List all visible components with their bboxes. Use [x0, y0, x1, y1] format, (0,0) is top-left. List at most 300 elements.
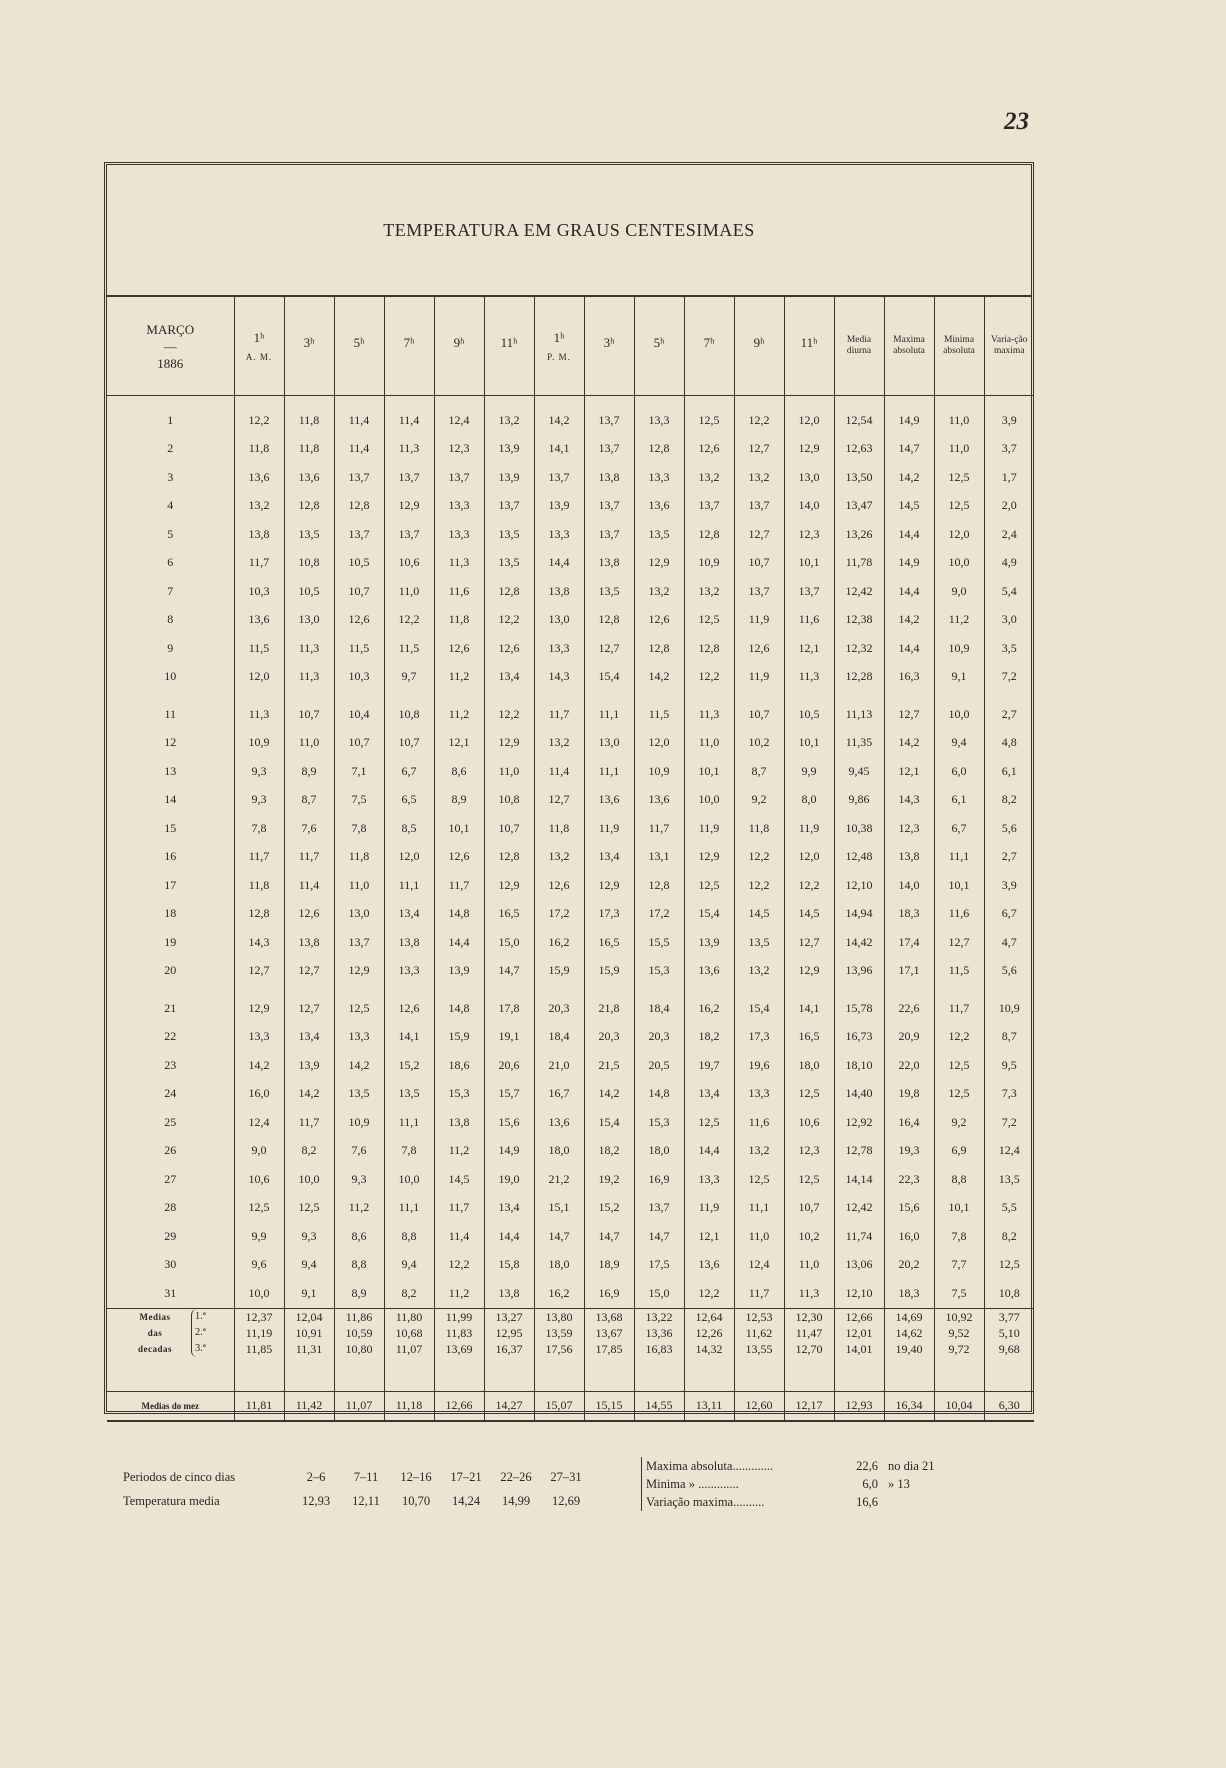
value-cell: 13,3 — [734, 1080, 784, 1109]
value-cell: 11,6 — [934, 900, 984, 929]
hour-label: 5ʰ — [653, 335, 665, 350]
decade-mean-value: 13,80 — [545, 1309, 573, 1324]
value-cell: 13,8 — [284, 928, 334, 957]
value-cell: 13,6 — [684, 957, 734, 986]
day-cell: 1 — [167, 412, 174, 427]
value-cell: 12,0 — [384, 843, 434, 872]
decade-means-cell — [484, 1308, 534, 1391]
day-cell: 17 — [164, 877, 177, 892]
value-cell: 13,3 — [384, 957, 434, 986]
value-cell: 11,4 — [534, 757, 584, 786]
decade-mean-value: 10,92 — [945, 1309, 973, 1324]
value-cell: 13,26 — [834, 520, 884, 549]
value-cell: 10,7 — [284, 691, 334, 729]
table-body — [107, 396, 1034, 1422]
value-cell: 8,9 — [334, 1279, 384, 1308]
value-cell: 11,7 — [284, 843, 334, 872]
decade-number: 1.ª — [195, 1310, 206, 1322]
table-frame — [104, 162, 1034, 1509]
value-cell: 12,0 — [934, 520, 984, 549]
value-cell: 14,4 — [434, 928, 484, 957]
value-cell: 12,5 — [784, 1165, 834, 1194]
summary-line — [646, 1493, 935, 1511]
period-temperature: 12,11 — [352, 1493, 380, 1508]
header-row — [107, 297, 1034, 396]
value-cell: 11,1 — [384, 1194, 434, 1223]
decade-mean-value: 17,85 — [595, 1341, 623, 1356]
value-cell: 15,3 — [634, 1108, 684, 1137]
value-cell: 15,3 — [634, 957, 684, 986]
value-cell: 19,0 — [484, 1165, 534, 1194]
value-cell: 9,7 — [384, 663, 434, 692]
table-row — [107, 577, 1034, 606]
table-row — [107, 814, 1034, 843]
value-cell: 12,92 — [834, 1108, 884, 1137]
value-cell: 13,3 — [234, 1023, 284, 1052]
summary-line — [646, 1475, 935, 1493]
value-cell: 12,9 — [784, 435, 834, 464]
period-temperature: 12,93 — [301, 1493, 331, 1508]
value-cell: 13,3 — [634, 463, 684, 492]
value-cell: 14,5 — [734, 900, 784, 929]
value-cell: 16,5 — [784, 1023, 834, 1052]
table-row — [107, 957, 1034, 986]
value-cell: 12,8 — [634, 435, 684, 464]
value-cell: 10,5 — [334, 549, 384, 578]
value-cell: 12,2 — [734, 843, 784, 872]
table-row — [107, 1165, 1034, 1194]
value-cell: 8,2 — [384, 1279, 434, 1308]
value-cell: 18,4 — [534, 1023, 584, 1052]
table-row — [107, 520, 1034, 549]
value-cell: 14,2 — [334, 1051, 384, 1080]
value-cell: 15,8 — [484, 1251, 534, 1280]
value-cell: 13,7 — [684, 492, 734, 521]
value-cell: 12,6 — [634, 606, 684, 635]
value-cell: 14,7 — [634, 1222, 684, 1251]
table-row — [107, 435, 1034, 464]
absolute-summary — [641, 1457, 935, 1511]
value-cell: 12,7 — [234, 957, 284, 986]
value-cell: 2,4 — [984, 520, 1034, 549]
decade-means-word: decadas — [137, 1343, 172, 1354]
decade-mean-value: 11,47 — [795, 1325, 823, 1340]
decade-mean-value: 13,67 — [595, 1325, 623, 1340]
day-cell: 30 — [164, 1257, 177, 1272]
value-cell: 6,7 — [934, 814, 984, 843]
value-cell: 11,5 — [934, 957, 984, 986]
value-cell: 10,3 — [234, 577, 284, 606]
value-cell: 11,35 — [834, 729, 884, 758]
decade-mean-value: 12,37 — [245, 1309, 273, 1324]
decade-mean-value: 11,85 — [245, 1341, 273, 1356]
value-cell: 15,9 — [534, 957, 584, 986]
value-cell: 10,6 — [234, 1165, 284, 1194]
value-cell: 11,9 — [584, 814, 634, 843]
decade-mean-value: 9,72 — [948, 1341, 970, 1356]
value-cell: 6,9 — [934, 1137, 984, 1166]
table-row — [107, 1108, 1034, 1137]
value-cell: 14,8 — [434, 900, 484, 929]
hour-label: 3ʰ — [603, 335, 615, 350]
value-cell: 11,8 — [734, 814, 784, 843]
value-cell: 7,7 — [934, 1251, 984, 1280]
value-cell: 18,10 — [834, 1051, 884, 1080]
value-cell: 13,0 — [784, 463, 834, 492]
value-cell: 12,48 — [834, 843, 884, 872]
value-cell: 18,6 — [434, 1051, 484, 1080]
day-cell: 31 — [164, 1285, 177, 1300]
day-cell: 19 — [164, 934, 177, 949]
value-cell: 13,2 — [734, 957, 784, 986]
value-cell: 13,5 — [734, 928, 784, 957]
value-cell: 11,9 — [684, 814, 734, 843]
value-cell: 6,1 — [934, 786, 984, 815]
value-cell: 6,7 — [984, 900, 1034, 929]
value-cell: 11,74 — [834, 1222, 884, 1251]
decade-mean-value: 19,40 — [895, 1341, 923, 1356]
value-cell: 11,1 — [584, 691, 634, 729]
value-cell: 13,47 — [834, 492, 884, 521]
decade-mean-value: 16,83 — [645, 1341, 673, 1356]
decade-means-cell — [384, 1308, 434, 1391]
value-cell: 10,9 — [984, 985, 1034, 1023]
value-cell: 7,8 — [234, 814, 284, 843]
value-cell: 18,9 — [584, 1251, 634, 1280]
value-cell: 12,4 — [984, 1137, 1034, 1166]
value-cell: 16,7 — [534, 1080, 584, 1109]
summary-value: 6,0 — [862, 1477, 878, 1491]
value-cell: 19,6 — [734, 1051, 784, 1080]
value-cell: 11,2 — [434, 1137, 484, 1166]
table-row — [107, 396, 1034, 435]
day-cell: 20 — [164, 963, 177, 978]
value-cell: 10,9 — [634, 757, 684, 786]
value-cell: 9,3 — [334, 1165, 384, 1194]
value-cell: 14,1 — [784, 985, 834, 1023]
month-mean-value: 10,04 — [934, 1391, 984, 1421]
value-cell: 11,3 — [284, 634, 334, 663]
period-value: 7–11 — [353, 1469, 379, 1484]
value-cell: 13,5 — [984, 1165, 1034, 1194]
table-row — [107, 900, 1034, 929]
value-cell: 11,8 — [234, 871, 284, 900]
period-temperature: 12,69 — [551, 1493, 581, 1508]
value-cell: 15,0 — [484, 928, 534, 957]
value-cell: 12,9 — [784, 957, 834, 986]
value-cell: 12,9 — [384, 492, 434, 521]
value-cell: 14,4 — [534, 549, 584, 578]
value-cell: 11,5 — [634, 691, 684, 729]
month-means-label: Medias do mez — [107, 1391, 234, 1421]
value-cell: 10,7 — [734, 691, 784, 729]
value-cell: 6,7 — [384, 757, 434, 786]
value-cell: 15,9 — [434, 1023, 484, 1052]
value-cell: 13,9 — [534, 492, 584, 521]
hour-label: 1ʰ — [253, 330, 265, 345]
value-cell: 12,5 — [934, 1080, 984, 1109]
value-cell: 12,28 — [834, 663, 884, 692]
value-cell: 13,0 — [584, 729, 634, 758]
value-cell: 13,50 — [834, 463, 884, 492]
day-cell: 13 — [164, 763, 177, 778]
value-cell: 16,2 — [534, 1279, 584, 1308]
value-cell: 13,3 — [334, 1023, 384, 1052]
decade-means-cell — [884, 1308, 934, 1391]
value-cell: 10,0 — [934, 691, 984, 729]
value-cell: 12,7 — [734, 435, 784, 464]
period-value: 17–21 — [450, 1469, 482, 1484]
value-cell: 19,3 — [884, 1137, 934, 1166]
value-cell: 13,7 — [334, 928, 384, 957]
decade-means-cell — [284, 1308, 334, 1391]
decade-mean-value: 9,52 — [948, 1325, 970, 1340]
value-cell: 14,42 — [834, 928, 884, 957]
value-cell: 9,0 — [934, 577, 984, 606]
value-cell: 14,5 — [434, 1165, 484, 1194]
decade-mean-value: 11,31 — [295, 1341, 323, 1356]
value-cell: 8,7 — [734, 757, 784, 786]
periods-row — [123, 1465, 591, 1489]
decade-means-label — [107, 1308, 234, 1391]
decade-mean-value: 10,59 — [345, 1325, 373, 1340]
value-cell: 10,1 — [934, 1194, 984, 1223]
value-cell: 11,4 — [384, 396, 434, 435]
value-cell: 10,7 — [334, 729, 384, 758]
value-cell: 13,7 — [334, 520, 384, 549]
value-cell: 13,7 — [434, 463, 484, 492]
decade-mean-value: 11,19 — [245, 1325, 273, 1340]
value-cell: 12,63 — [834, 435, 884, 464]
value-cell: 22,6 — [884, 985, 934, 1023]
value-cell: 12,2 — [934, 1023, 984, 1052]
decade-means-cell — [934, 1308, 984, 1391]
value-cell: 12,9 — [484, 871, 534, 900]
day-cell: 18 — [164, 906, 177, 921]
decade-mean-value: 12,53 — [745, 1309, 773, 1324]
value-cell: 14,9 — [884, 396, 934, 435]
day-cell: 10 — [164, 669, 177, 684]
value-cell: 8,2 — [984, 1222, 1034, 1251]
value-cell: 12,7 — [534, 786, 584, 815]
value-cell: 10,1 — [434, 814, 484, 843]
day-cell: 14 — [164, 792, 177, 807]
value-cell: 4,9 — [984, 549, 1034, 578]
hour-header — [584, 297, 634, 396]
value-cell: 7,8 — [384, 1137, 434, 1166]
value-cell: 10,1 — [934, 871, 984, 900]
value-cell: 14,5 — [884, 492, 934, 521]
value-cell: 11,8 — [284, 435, 334, 464]
decade-mean-value: 12,30 — [795, 1309, 823, 1324]
periods-label: Periodos de cinco dias — [123, 1469, 236, 1484]
value-cell: 10,9 — [334, 1108, 384, 1137]
value-cell: 11,7 — [434, 1194, 484, 1223]
value-cell: 5,6 — [984, 814, 1034, 843]
value-cell: 12,8 — [334, 492, 384, 521]
value-cell: 13,3 — [634, 396, 684, 435]
value-cell: 12,7 — [784, 928, 834, 957]
value-cell: 10,8 — [384, 691, 434, 729]
value-cell: 14,2 — [884, 729, 934, 758]
day-cell: 23 — [164, 1057, 177, 1072]
value-cell: 12,6 — [484, 634, 534, 663]
value-cell: 9,4 — [284, 1251, 334, 1280]
value-cell: 15,5 — [634, 928, 684, 957]
value-cell: 13,2 — [684, 577, 734, 606]
value-cell: 8,2 — [284, 1137, 334, 1166]
decade-means-cell — [784, 1308, 834, 1391]
value-cell: 19,8 — [884, 1080, 934, 1109]
table-row — [107, 786, 1034, 815]
value-cell: 13,4 — [284, 1023, 334, 1052]
value-cell: 13,2 — [534, 843, 584, 872]
table-row — [107, 1194, 1034, 1223]
value-cell: 13,3 — [534, 520, 584, 549]
value-cell: 14,1 — [384, 1023, 434, 1052]
value-cell: 19,7 — [684, 1051, 734, 1080]
value-cell: 10,0 — [684, 786, 734, 815]
value-cell: 15,78 — [834, 985, 884, 1023]
maxima-absoluta-label: Maxima absoluta — [893, 335, 925, 356]
month-label: MARÇO — [146, 321, 195, 337]
summary-label: Minima » ............. — [646, 1477, 739, 1491]
value-cell: 11,3 — [284, 663, 334, 692]
value-cell: 12,4 — [234, 1108, 284, 1137]
value-cell: 5,5 — [984, 1194, 1034, 1223]
value-cell: 14,94 — [834, 900, 884, 929]
value-cell: 13,0 — [284, 606, 334, 635]
value-cell: 11,7 — [734, 1279, 784, 1308]
value-cell: 10,9 — [234, 729, 284, 758]
value-cell: 18,3 — [884, 900, 934, 929]
value-cell: 10,0 — [284, 1165, 334, 1194]
value-cell: 11,7 — [534, 691, 584, 729]
value-cell: 14,4 — [884, 520, 934, 549]
value-cell: 18,0 — [784, 1051, 834, 1080]
value-cell: 20,6 — [484, 1051, 534, 1080]
value-cell: 16,5 — [584, 928, 634, 957]
value-cell: 8,9 — [434, 786, 484, 815]
value-cell: 5,6 — [984, 957, 1034, 986]
value-cell: 14,4 — [884, 577, 934, 606]
value-cell: 13,6 — [584, 786, 634, 815]
value-cell: 8,6 — [434, 757, 484, 786]
period-temperature: 14,24 — [451, 1493, 481, 1508]
value-cell: 3,9 — [984, 871, 1034, 900]
value-cell: 4,8 — [984, 729, 1034, 758]
value-cell: 13,0 — [334, 900, 384, 929]
minima-absoluta-label: Minima absoluta — [943, 335, 975, 356]
decade-mean-value: 11,07 — [395, 1341, 423, 1356]
value-cell: 9,2 — [734, 786, 784, 815]
day-cell: 28 — [164, 1200, 177, 1215]
table-row — [107, 1023, 1034, 1052]
value-cell: 10,7 — [334, 577, 384, 606]
value-cell: 10,6 — [784, 1108, 834, 1137]
table-row — [107, 492, 1034, 521]
value-cell: 12,1 — [434, 729, 484, 758]
hour-label: 5ʰ — [353, 335, 365, 350]
value-cell: 12,2 — [234, 396, 284, 435]
decade-mean-value: 13,55 — [745, 1341, 773, 1356]
value-cell: 14,9 — [484, 1137, 534, 1166]
value-cell: 15,6 — [884, 1194, 934, 1223]
variacao-maxima-label: Varia-ção maxima — [991, 335, 1028, 356]
value-cell: 11,1 — [384, 1108, 434, 1137]
decade-means-cell — [684, 1308, 734, 1391]
value-cell: 13,7 — [384, 463, 434, 492]
value-cell: 12,6 — [534, 871, 584, 900]
decade-means-cell — [584, 1308, 634, 1391]
value-cell: 11,7 — [934, 985, 984, 1023]
value-cell: 12,7 — [284, 985, 334, 1023]
day-cell: 22 — [164, 1029, 177, 1044]
value-cell: 18,2 — [584, 1137, 634, 1166]
value-cell: 12,5 — [234, 1194, 284, 1223]
table-row — [107, 729, 1034, 758]
value-cell: 13,3 — [434, 520, 484, 549]
period-temperature: 10,70 — [401, 1493, 431, 1508]
value-cell: 12,5 — [934, 492, 984, 521]
value-cell: 14,7 — [584, 1222, 634, 1251]
decade-mean-value: 12,70 — [795, 1341, 823, 1356]
value-cell: 15,4 — [584, 663, 634, 692]
value-cell: 11,1 — [384, 871, 434, 900]
value-cell: 11,7 — [234, 549, 284, 578]
decade-means-word: Medias — [139, 1311, 171, 1322]
value-cell: 11,3 — [384, 435, 434, 464]
decade-mean-value: 13,68 — [595, 1309, 623, 1324]
value-cell: 12,10 — [834, 871, 884, 900]
value-cell: 17,1 — [884, 957, 934, 986]
value-cell: 12,5 — [684, 1108, 734, 1137]
period-value: 2–6 — [306, 1469, 326, 1484]
value-cell: 8,8 — [334, 1251, 384, 1280]
value-cell: 3,0 — [984, 606, 1034, 635]
decade-means-cell — [234, 1308, 284, 1391]
summary-value: 16,6 — [856, 1495, 878, 1509]
decade-means-cell — [434, 1308, 484, 1391]
value-cell: 15,7 — [484, 1080, 534, 1109]
value-cell: 11,6 — [734, 1108, 784, 1137]
value-cell: 10,38 — [834, 814, 884, 843]
value-cell: 11,4 — [334, 435, 384, 464]
value-cell: 13,8 — [434, 1108, 484, 1137]
value-cell: 11,5 — [384, 634, 434, 663]
value-cell: 11,1 — [584, 757, 634, 786]
value-cell: 10,1 — [784, 549, 834, 578]
value-cell: 12,8 — [684, 520, 734, 549]
decade-mean-value: 12,01 — [845, 1325, 873, 1340]
value-cell: 14,9 — [884, 549, 934, 578]
value-cell: 10,2 — [734, 729, 784, 758]
value-cell: 17,8 — [484, 985, 534, 1023]
value-cell: 13,06 — [834, 1251, 884, 1280]
value-cell: 11,3 — [434, 549, 484, 578]
temperature-label: Temperatura media — [123, 1493, 220, 1508]
day-cell: 27 — [164, 1171, 177, 1186]
decade-mean-value: 14,32 — [695, 1341, 723, 1356]
value-cell: 7,3 — [984, 1080, 1034, 1109]
value-cell: 11,13 — [834, 691, 884, 729]
value-cell: 12,4 — [734, 1251, 784, 1280]
hour-header — [684, 297, 734, 396]
value-cell: 9,9 — [234, 1222, 284, 1251]
value-cell: 20,5 — [634, 1051, 684, 1080]
value-cell: 11,8 — [234, 435, 284, 464]
value-cell: 12,5 — [334, 985, 384, 1023]
